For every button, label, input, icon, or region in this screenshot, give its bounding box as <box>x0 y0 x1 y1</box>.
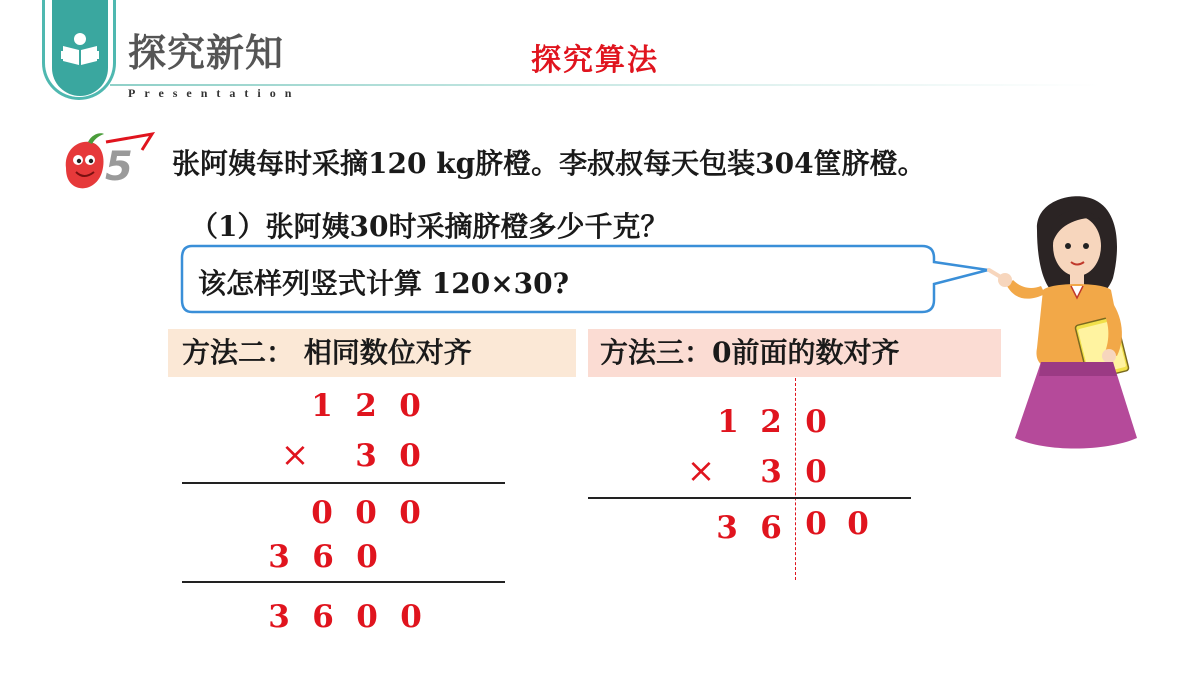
section-title: 探究算法 <box>531 43 659 78</box>
digit: 3 <box>268 599 290 635</box>
divider-line <box>182 581 505 583</box>
digit: 0 <box>356 539 378 575</box>
digit: 0 <box>847 506 869 542</box>
digit: 0 <box>805 404 827 440</box>
bubble-prompt: 该怎样列竖式计算 120×30? <box>198 267 570 300</box>
page-title: 探究新知 <box>128 31 285 75</box>
digit: 0 <box>805 454 827 490</box>
digit: 3 <box>716 510 738 546</box>
digit: 0 <box>355 495 377 531</box>
problem-number-icon <box>62 130 157 192</box>
book-reader-icon <box>61 32 99 66</box>
digit: 6 <box>760 510 782 546</box>
digit: 3 <box>355 438 377 474</box>
digit: 0 <box>400 599 422 635</box>
multiply-sign: × <box>280 435 310 475</box>
page-subtitle: Presentation <box>128 86 301 100</box>
method-three-label: 方法三：0前面的数对齐 <box>588 329 1001 377</box>
digit: 3 <box>268 539 290 575</box>
digit: 6 <box>312 539 334 575</box>
divider-line <box>588 497 911 499</box>
divider-line <box>182 482 505 484</box>
method-two-label: 方法二： 相同数位对齐 <box>168 329 576 377</box>
digit: 2 <box>760 404 782 440</box>
teacher-illustration <box>985 190 1185 480</box>
multiply-sign: × <box>686 451 716 491</box>
digit: 0 <box>399 388 421 424</box>
digit: 6 <box>312 599 334 635</box>
digit: 1 <box>311 388 333 424</box>
digit: 2 <box>355 388 377 424</box>
digit: 3 <box>760 454 782 490</box>
digit: 0 <box>399 438 421 474</box>
question-text: （1）张阿姨30时采摘脐橙多少千克？ <box>190 210 669 243</box>
digit: 0 <box>356 599 378 635</box>
digit: 0 <box>399 495 421 531</box>
alignment-guide <box>795 378 796 580</box>
digit: 0 <box>805 506 827 542</box>
problem-statement: 张阿姨每时采摘120 kg脐橙。李叔叔每天包装304筐脐橙。 <box>172 147 926 180</box>
digit: 1 <box>717 404 739 440</box>
problem-number: 5 <box>105 144 133 190</box>
digit: 0 <box>311 495 333 531</box>
